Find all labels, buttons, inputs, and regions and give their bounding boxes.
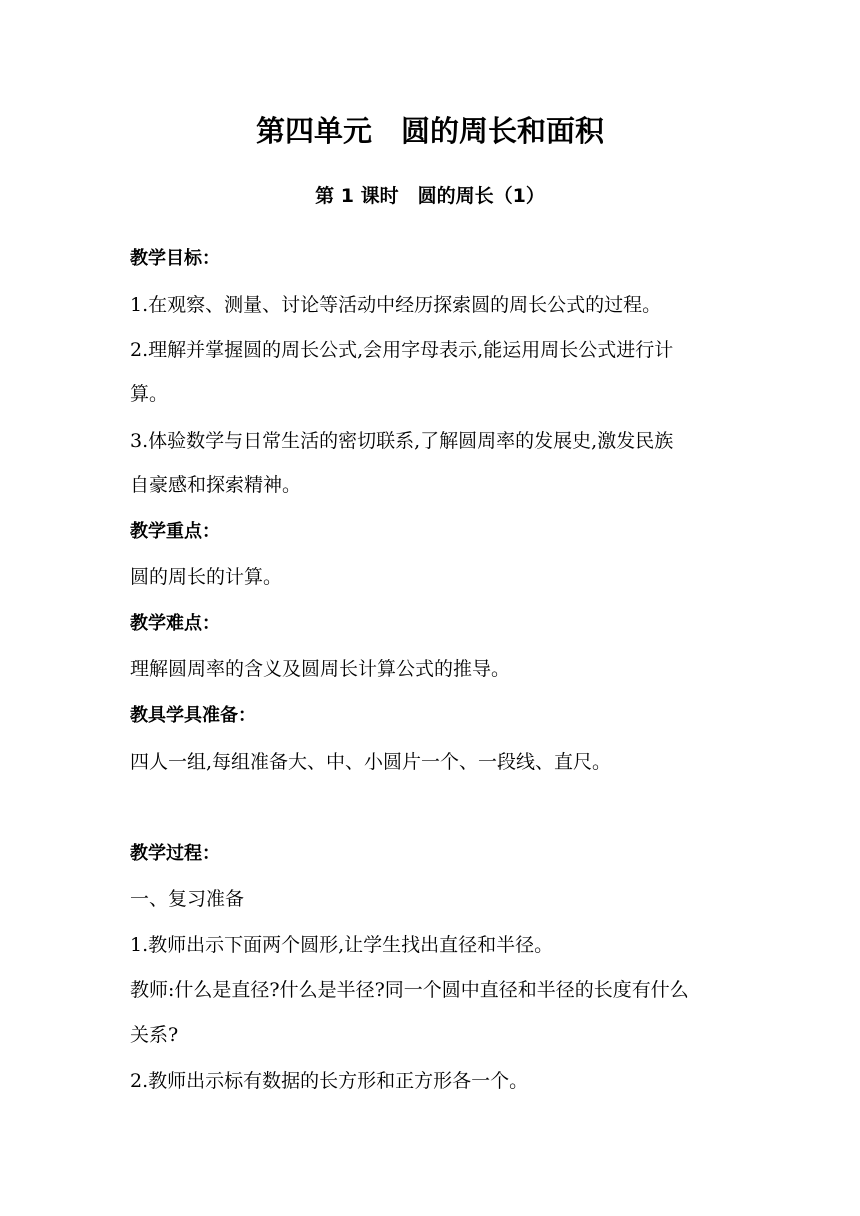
difficulties-heading: 教学难点： [130,613,220,634]
difficulties-text: 理解圆周率的含义及圆周长计算公式的推导。 [130,658,511,680]
lesson-subtitle: 第 1 课时 圆的周长（1） [315,185,545,207]
objective-item-3-line-1: 3.体验数学与日常生活的密切联系,了解圆周率的发展史,激发民族 [130,430,674,452]
materials-text: 四人一组,每组准备大、中、小圆片一个、一段线、直尺。 [130,751,612,773]
process-step-2: 2.教师出示标有数据的长方形和正方形各一个。 [130,1070,529,1092]
objective-item-2-line-2: 算。 [130,383,169,405]
process-section-1: 一、复习准备 [130,888,245,910]
teacher-question-line-1: 教师:什么是直径?什么是半径?同一个圆中直径和半径的长度有什么 [130,979,689,1001]
unit-title: 第四单元 圆的周长和面积 [255,114,604,148]
process-heading: 教学过程： [130,843,220,864]
objectives-heading: 教学目标： [130,248,220,269]
key-points-heading: 教学重点： [130,521,220,542]
objective-item-3-line-2: 自豪感和探索精神。 [130,474,302,496]
process-step-1: 1.教师出示下面两个圆形,让学生找出直径和半径。 [130,934,554,956]
materials-heading: 教具学具准备： [130,705,256,726]
objective-item-1: 1.在观察、测量、讨论等活动中经历探索圆的周长公式的过程。 [130,294,662,316]
objective-item-2-line-1: 2.理解并掌握圆的周长公式,会用字母表示,能运用周长公式进行计 [130,339,674,361]
key-points-text: 圆的周长的计算。 [130,566,283,588]
teacher-question-line-2: 关系? [130,1024,179,1046]
